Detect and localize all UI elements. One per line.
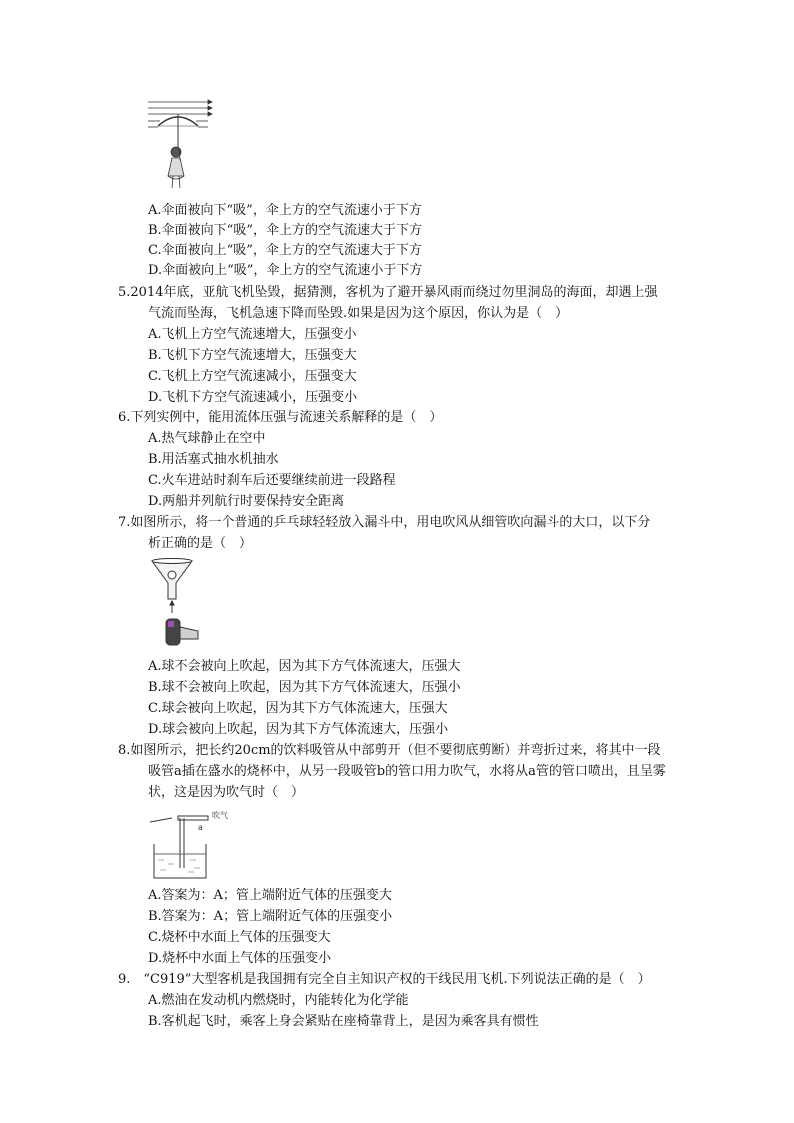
q6-option-d: D.两船并列航行时要保持安全距离	[148, 494, 345, 509]
q5-stem-line1: 5.2014年底，亚航飞机坠毁，据猜测，客机为了避开暴风雨而绕过勿里洞岛的海面，却遇上强	[118, 285, 658, 300]
q9-option-a: A.燃油在发动机内燃烧时，内能转化为化学能	[148, 993, 409, 1008]
q5-option-d: D.飞机下方空气流速减小，压强变小	[148, 390, 358, 405]
q4-option-a: A.伞面被向下“吸”，伞上方的空气流速小于下方	[148, 203, 422, 218]
q6-stem: 6.下列实例中，能用流体压强与流速关系解释的是（ ）	[118, 410, 443, 425]
q5-stem-line2: 气流而坠海，飞机急速下降而坠毁.如果是因为这个原因，你认为是（ ）	[148, 306, 569, 321]
q7-stem-line1: 7.如图所示，将一个普通的乒乓球轻轻放入漏斗中，用电吹风从细管吹向漏斗的大口，以下分	[118, 515, 651, 530]
q4-option-b: B.伞面被向下“吸”，伞上方的空气流速大于下方	[148, 223, 422, 238]
q7-option-a: A.球不会被向上吹起，因为其下方气体流速大，压强大	[148, 659, 461, 674]
q5-option-c: C.飞机上方空气流速减小，压强变大	[148, 369, 357, 384]
straw-beaker-figure	[150, 804, 240, 880]
q7-option-c: C.球会被向上吹起，因为其下方气体流速大，压强大	[148, 701, 448, 716]
q7-stem-line2: 析正确的是（ ）	[148, 536, 253, 551]
q8-option-c: C.烧杯中水面上气体的压强变大	[148, 930, 331, 945]
q4-option-d: D.伞面被向上“吸”，伞上方的空气流速小于下方	[148, 263, 423, 278]
q8-option-a: A.答案为：A；管上端附近气体的压强变大	[148, 888, 392, 903]
q6-option-b: B.用活塞式抽水机抽水	[148, 452, 279, 467]
q5-option-a: A.飞机上方空气流速增大，压强变小	[148, 327, 357, 342]
tube-a-label: a	[198, 823, 203, 832]
q9-option-b: B.客机起飞时，乘客上身会紧贴在座椅靠背上，是因为乘客具有惯性	[148, 1014, 539, 1029]
q8-stem-line2: 吸管a插在盛水的烧杯中，从另一段吸管b的管口用力吹气，水将从a管的管口喷出，且呈雾	[148, 764, 666, 779]
q9-stem: 9. “C919”大型客机是我国拥有完全自主知识产权的干线民用飞机.下列说法正确的是（ ）	[118, 972, 651, 987]
funnel-dryer-figure	[148, 557, 204, 653]
umbrella-figure	[146, 96, 216, 192]
q7-option-d: D.球会被向上吹起，因为其下方气体流速大，压强小	[148, 722, 449, 737]
q5-option-b: B.飞机下方空气流速增大，压强变大	[148, 348, 357, 363]
q6-option-a: A.热气球静止在空中	[148, 431, 266, 446]
q8-option-b: B.答案为：A；管上端附近气体的压强变小	[148, 909, 393, 924]
q6-option-c: C.火车进站时刹车后还要继续前进一段路程	[148, 473, 396, 488]
q4-option-c: C.伞面被向上“吸”，伞上方的空气流速大于下方	[148, 243, 422, 258]
q8-stem-line1: 8.如图所示，把长约20cm的饮料吸管从中部剪开（但不要彻底剪断）并弯折过来，将其中一段	[118, 743, 661, 758]
blow-label: 吹气	[212, 811, 228, 820]
q8-stem-line3: 状，这是因为吹气时（ ）	[148, 785, 305, 800]
q7-option-b: B.球不会被向上吹起，因为其下方气体流速大，压强小	[148, 680, 461, 695]
q8-option-d: D.烧杯中水面上气体的压强变小	[148, 951, 332, 966]
